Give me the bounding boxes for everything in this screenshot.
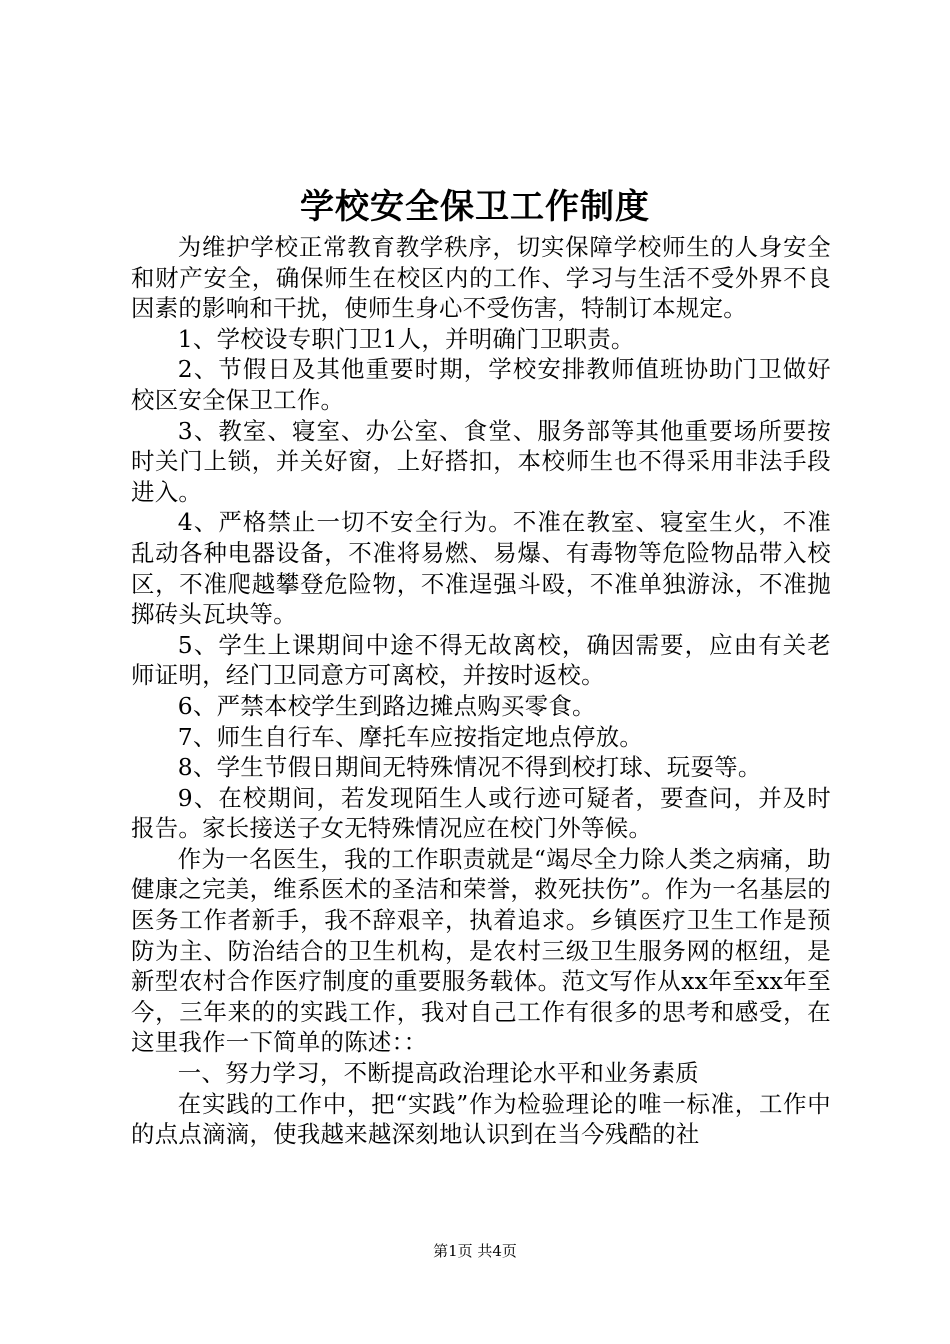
document-title: 学校安全保卫工作制度 (300, 187, 650, 227)
paragraph-intro: 为维护学校正常教育教学秩序，切实保障学校师生的人身安全和财产安全，确保师生在校区内的工作、学习与生活不受外界不良因素的影响和干扰，使师生身心不受伤害，特制订本规定。 (131, 233, 831, 323)
paragraph-doctor: 作为一名医生，我的工作职责就是“竭尽全力除人类之病痛，助健康之完美，维系医术的圣洁和荣誉，救死扶伤”。作为一名基层的医务工作者新手，我不辞艰辛，执着追求。乡镇医疗卫生工作是预防为主、防治结合的卫生机构，是农村三级卫生服务网的枢纽，是新型农村合作医疗制度的重要服务载体。范文写作从xx年至xx年至今，三年来的的实践工作，我对自己工作有很多的思考和感受，在这里我作一下简单的陈述：： (131, 844, 831, 1057)
paragraph-section-heading: 一、努力学习，不断提高政治理论水平和业务素质 (177, 1059, 699, 1088)
paragraph-rule-3: 3、教室、寝室、办公室、食堂、服务部等其他重要场所要按时关门上锁，并关好窗，上好搭扣，本校师生也不得采用非法手段进入。 (131, 416, 831, 506)
paragraph-rule-4: 4、严格禁止一切不安全行为。不准在教室、寝室生火，不准乱动各种电器设备，不准将易燃、易爆、有毒物等危险物品带入校区，不准爬越攀登危险物，不准逞强斗殴，不准单独游泳，不准抛掷砖头瓦块等。 (131, 508, 831, 629)
paragraph-rule-8: 8、学生节假日期间无特殊情况不得到校打球、玩耍等。 (177, 753, 762, 782)
paragraph-rule-2: 2、节假日及其他重要时期，学校安排教师值班协助门卫做好校区安全保卫工作。 (131, 355, 831, 414)
paragraph-rule-1: 1、学校设专职门卫1人，并明确门卫职责。 (177, 324, 635, 353)
document-body (131, 232, 831, 1150)
paragraph-rule-7: 7、师生自行车、摩托车应按指定地点停放。 (177, 722, 644, 751)
page-number: 第1页 共4页 (433, 1242, 517, 1260)
paragraph-rule-6: 6、严禁本校学生到路边摊点购买零食。 (177, 691, 596, 720)
paragraph-rule-9: 9、在校期间，若发现陌生人或行迹可疑者，要查问，并及时报告。家长接送子女无特殊情况应在校门外等候。 (131, 783, 831, 843)
paragraph-rule-5: 5、学生上课期间中途不得无故离校，确因需要，应由有关老师证明，经门卫同意方可离校，并按时返校。 (131, 630, 831, 690)
paragraph-practice: 在实践的工作中，把“实践”作为检验理论的唯一标准，工作中的点点滴滴，使我越来越深刻地认识到在当今残酷的社 (131, 1089, 831, 1149)
